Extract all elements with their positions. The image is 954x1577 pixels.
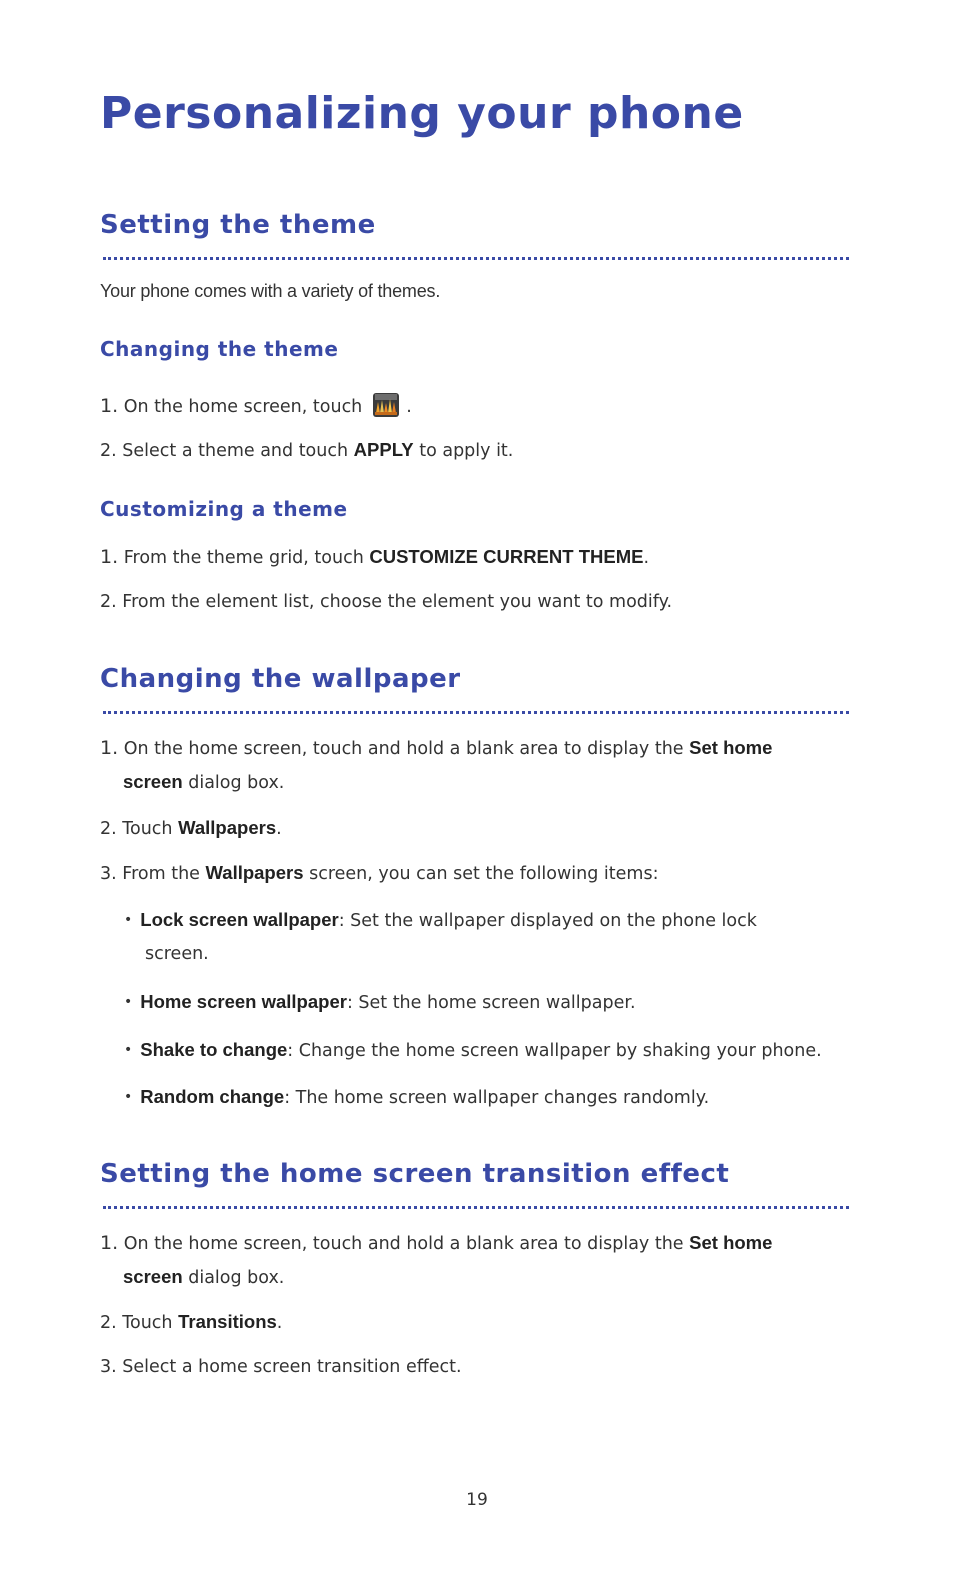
transition-step-1-cont: screen dialog box. — [123, 1266, 285, 1288]
section-divider — [103, 1206, 849, 1209]
section-heading-transition: Setting the home screen transition effect — [100, 1159, 730, 1189]
transition-step-3: 3. Select a home screen transition effect. — [100, 1357, 462, 1377]
section-divider — [103, 711, 849, 714]
section-heading-wallpaper: Changing the wallpaper — [100, 664, 461, 694]
list-item: • Home screen wallpaper: Set the home screen wallpaper. — [124, 991, 636, 1013]
subheading-changing-theme: Changing the theme — [100, 337, 339, 361]
list-item-cont: screen. — [145, 944, 209, 964]
list-item: • Shake to change: Change the home screen wallpaper by shaking your phone. — [124, 1039, 822, 1061]
themes-app-icon — [372, 392, 400, 418]
page-number: 19 — [466, 1490, 488, 1510]
wallpaper-step-3: 3. From the Wallpapers screen, you can set the following items: — [100, 862, 659, 884]
list-item: • Random change: The home screen wallpaper changes randomly. — [124, 1086, 710, 1108]
list-item: • Lock screen wallpaper: Set the wallpaper displayed on the phone lock — [124, 909, 757, 931]
page-title: Personalizing your phone — [100, 88, 744, 139]
subheading-customizing-theme: Customizing a theme — [100, 497, 348, 521]
wallpaper-step-1: 1. On the home screen, touch and hold a blank area to display the Set home — [100, 737, 773, 759]
theme-intro: Your phone comes with a variety of themes. — [100, 281, 441, 301]
section-divider — [103, 257, 849, 260]
transition-step-1: 1. On the home screen, touch and hold a blank area to display the Set home — [100, 1232, 773, 1254]
customizing-theme-step-1: 1. From the theme grid, touch CUSTOMIZE CURRENT THEME. — [100, 546, 650, 568]
transition-step-2: 2. Touch Transitions. — [100, 1311, 283, 1333]
customizing-theme-step-2: 2. From the element list, choose the element you want to modify. — [100, 592, 673, 612]
wallpaper-step-2: 2. Touch Wallpapers. — [100, 817, 282, 839]
changing-theme-step-2: 2. Select a theme and touch APPLY to apply it. — [100, 439, 514, 461]
changing-theme-step-1: 1. On the home screen, touch . — [100, 392, 412, 419]
section-heading-theme: Setting the theme — [100, 210, 376, 240]
wallpaper-step-1-cont: screen dialog box. — [123, 771, 285, 793]
